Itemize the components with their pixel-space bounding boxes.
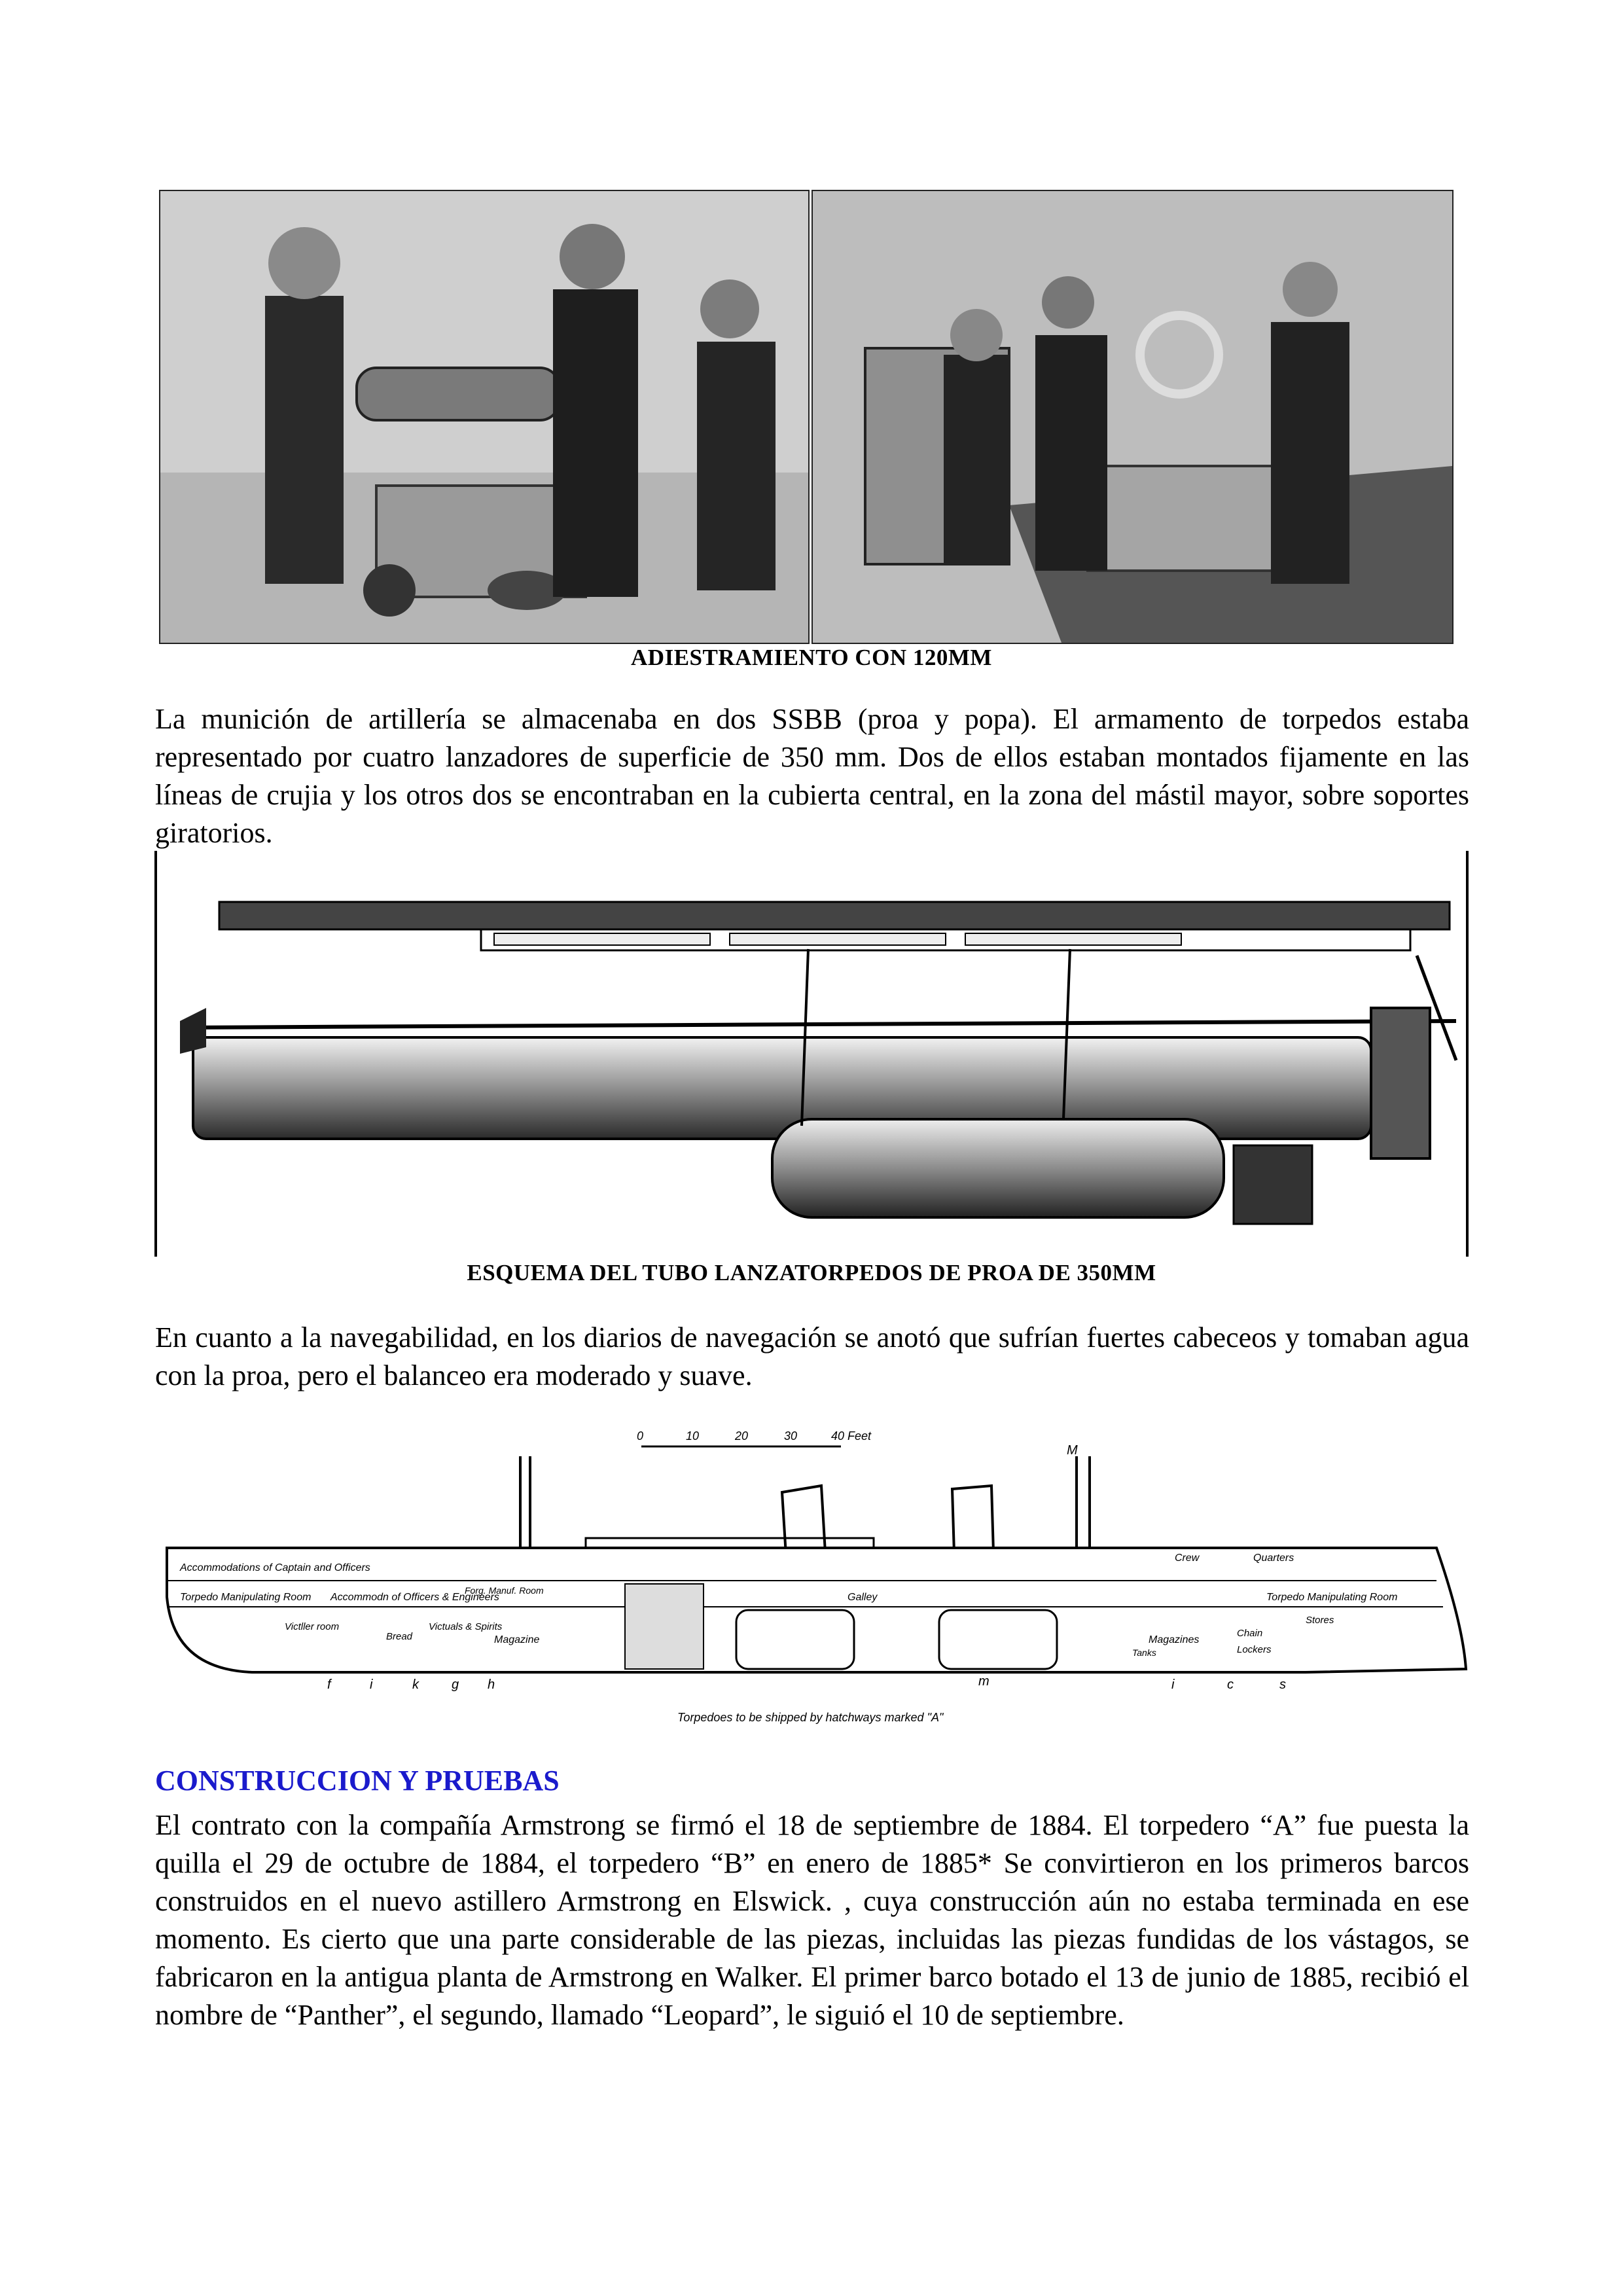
label-victualler: Victller room bbox=[285, 1621, 340, 1632]
figure2-caption: ESQUEMA DEL TUBO LANZATORPEDOS DE PROA DE 350MM bbox=[467, 1260, 1156, 1285]
scale-label-0: 0 bbox=[637, 1429, 644, 1443]
scale-label-30: 30 bbox=[784, 1429, 798, 1443]
paragraph-construction: El contrato con la compañía Armstrong se firmó el 18 de septiembre de 1884. El torpedero “A” fue puesta la quilla el 29 de octubre de 1884, el torpedero “B” en enero de 1885* Se convirtieron en los primeros barcos construidos en el nuevo astillero Armstrong en Elswick. , cuya construcción aún no estaba terminada en ese momento. Es cierto que una parte considerable de las piezas, incluidas las piezas fundidas de los vástagos, se fabricaron en la antigua planta de Armstrong en Walker. El primer barco botado el 13 de junio de 1885, recibió el nombre de “Panther”, el segundo, llamado “Leopard”, le siguió el 10 de septiembre. bbox=[155, 1809, 1469, 2031]
sailors-gun-deck-illustration bbox=[813, 191, 1452, 643]
label-accommodation-officers: Accommodn of Officers & Engineers bbox=[330, 1592, 499, 1603]
station-letter-f: f bbox=[327, 1677, 331, 1692]
figure1-caption: ADIESTRAMIENTO CON 120MM bbox=[631, 645, 992, 670]
label-lockers: Lockers bbox=[1237, 1644, 1272, 1655]
station-letter-i: i bbox=[370, 1677, 373, 1692]
sailors-gun-drill-illustration bbox=[160, 191, 808, 643]
paragraph-seakeeping: En cuanto a la navegabilidad, en los diarios de navegación se anotó que sufrían fuertes cabeceos y tomaban agua con la proa, pero el balanceo era moderado y suave. bbox=[155, 1321, 1469, 1391]
label-torpedo-room-aft: Torpedo Manipulating Room bbox=[180, 1592, 312, 1603]
station-letter-k: k bbox=[412, 1677, 419, 1692]
station-letter-g: g bbox=[452, 1677, 459, 1692]
scale-label-20: 20 bbox=[735, 1429, 749, 1443]
label-chain: Chain bbox=[1237, 1628, 1263, 1639]
station-letter-c: c bbox=[1227, 1677, 1234, 1692]
label-magazines-fwd: Magazines bbox=[1149, 1634, 1200, 1645]
station-letter-h: h bbox=[488, 1677, 495, 1692]
label-torpedo-room-fwd: Torpedo Manipulating Room bbox=[1266, 1592, 1398, 1603]
station-letter-m: m bbox=[978, 1674, 990, 1689]
photo-gun-drill-left bbox=[159, 190, 810, 644]
label-quarters: Quarters bbox=[1253, 1552, 1294, 1564]
label-bread: Bread bbox=[386, 1631, 413, 1642]
label-victuals: Victuals & Spirits bbox=[429, 1621, 503, 1632]
mast-mark: M bbox=[1067, 1443, 1078, 1458]
label-magazine-aft: Magazine bbox=[494, 1634, 540, 1645]
scale-label-10: 10 bbox=[686, 1429, 700, 1443]
paragraph-ammunition-torpedoes: La munición de artillería se almacenaba en dos SSBB (proa y popa). El armamento de torpedos estaba representado por cuatro lanzadores de superficie de 350 mm. Dos de ellos estaban montados fijamente en las líneas de crujia y los otros dos se encontraban en la cubierta central, en la zona del mástil mayor, sobre soportes giratorios. bbox=[155, 703, 1469, 849]
section-heading: CONSTRUCCION Y PRUEBAS bbox=[155, 1765, 560, 1797]
station-letter-i2: i bbox=[1171, 1677, 1175, 1692]
torpedo-tube-schematic bbox=[154, 851, 1469, 1257]
ship-profile-plan bbox=[154, 1427, 1469, 1734]
label-forg-manuf: Forg. Manuf. Room bbox=[465, 1585, 544, 1596]
label-crew: Crew bbox=[1175, 1552, 1200, 1564]
photo-gun-deck-right bbox=[812, 190, 1454, 644]
station-letter-s: s bbox=[1279, 1677, 1286, 1692]
label-galley: Galley bbox=[847, 1592, 878, 1603]
plan-note: Torpedoes to be shipped by hatchways marked "A" bbox=[677, 1711, 944, 1724]
label-accommodations: Accommodations of Captain and Officers bbox=[180, 1562, 370, 1573]
label-stores: Stores bbox=[1306, 1615, 1334, 1626]
scale-label-40: 40 Feet bbox=[831, 1429, 872, 1443]
label-tanks: Tanks bbox=[1132, 1647, 1156, 1658]
